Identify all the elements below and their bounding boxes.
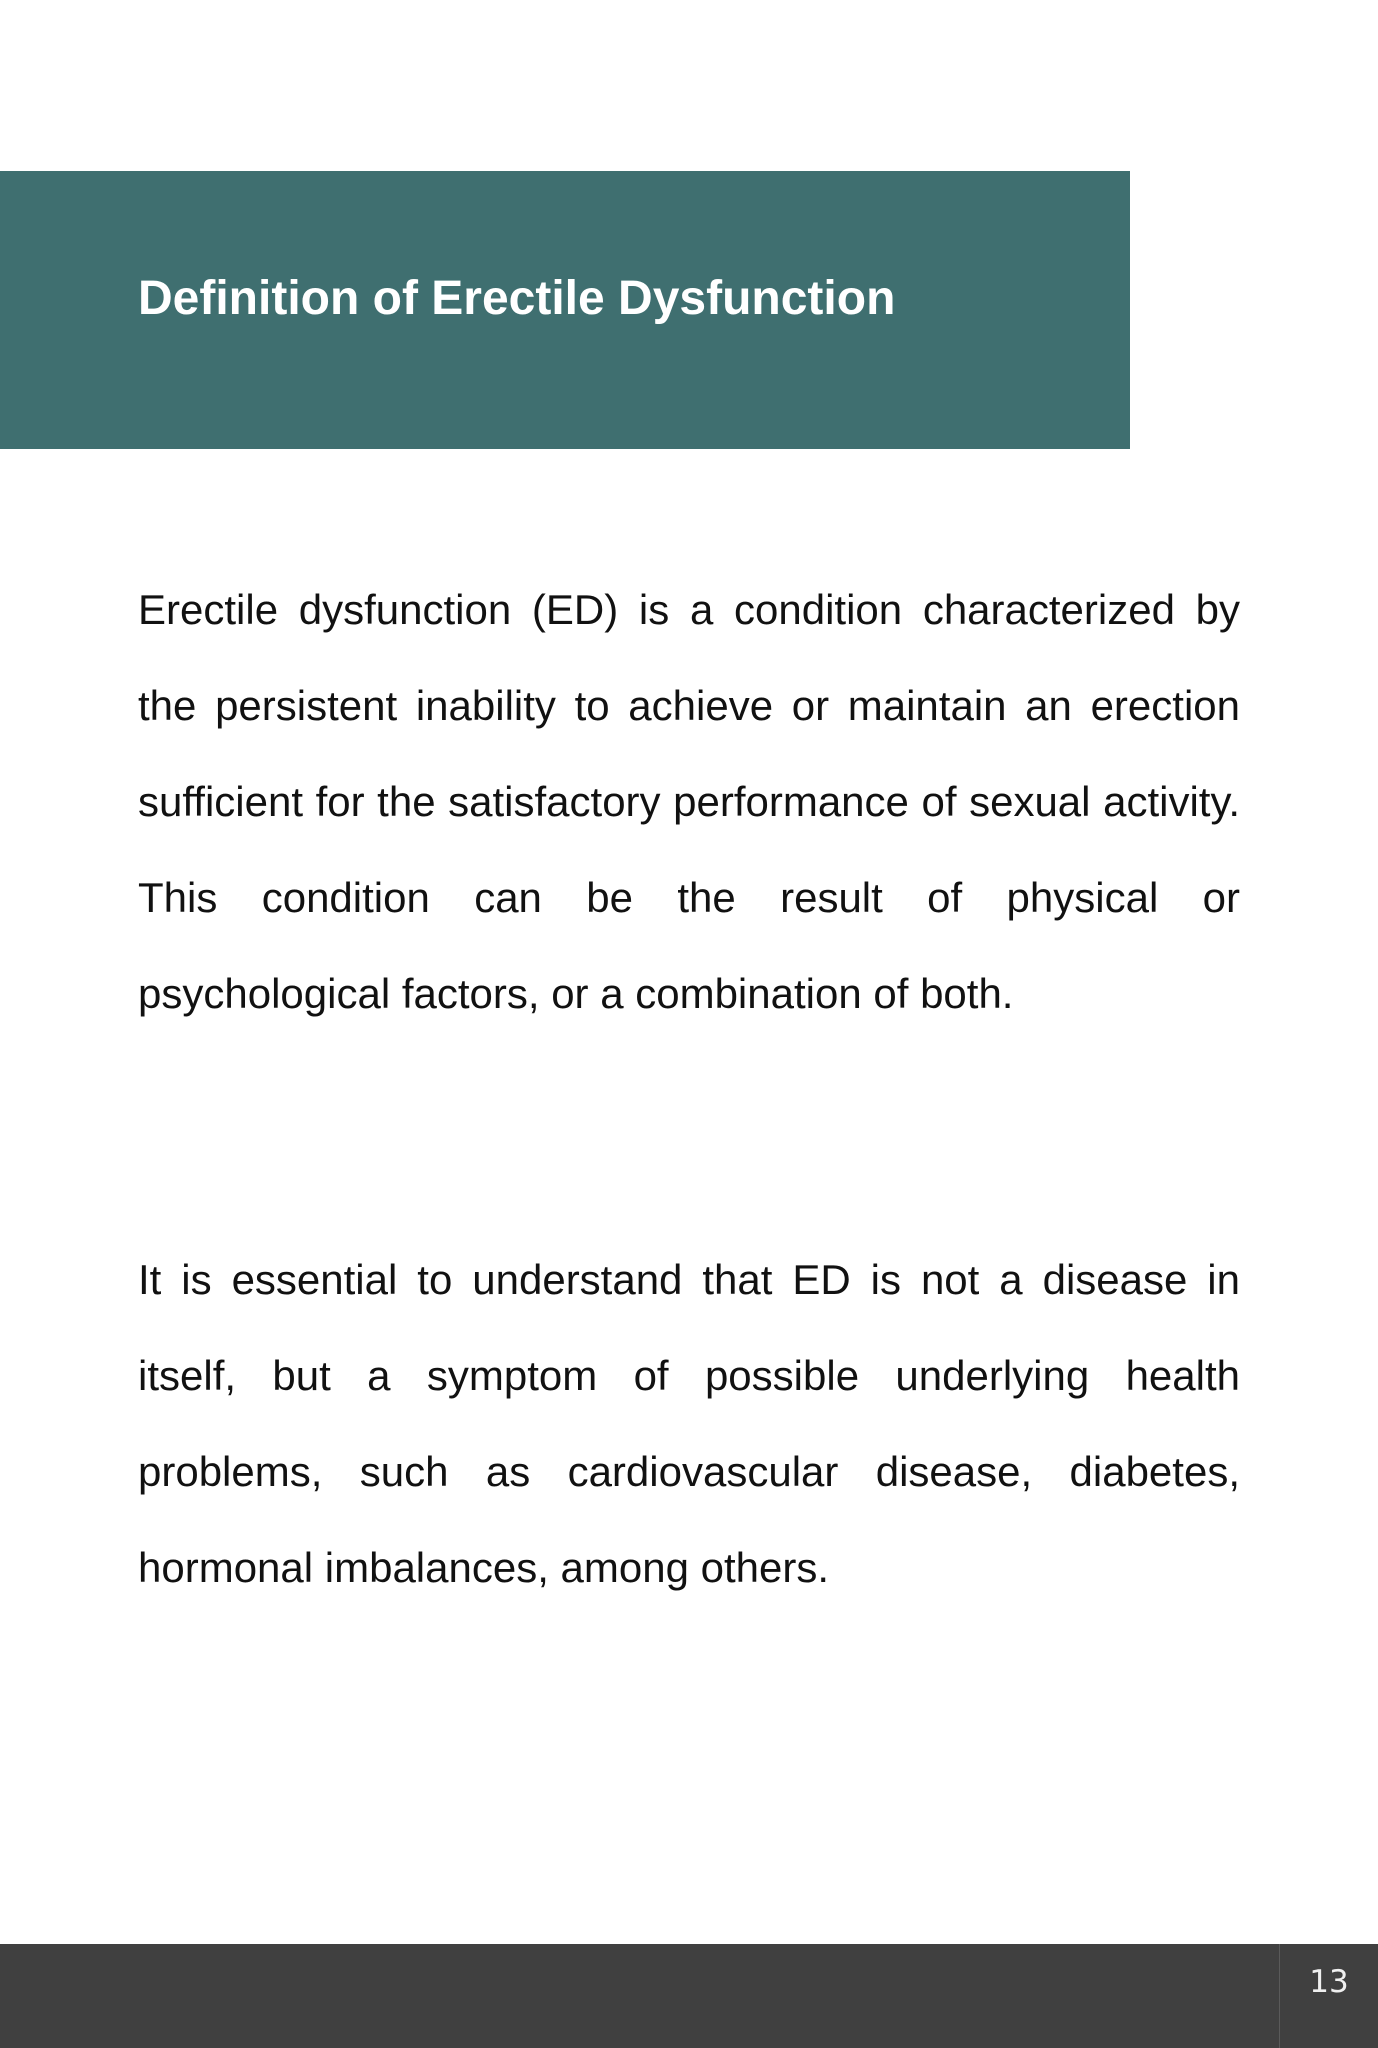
page-number: 13 (1309, 1964, 1349, 2000)
paragraph-definition: Erectile dysfunction (ED) is a condition characterized by the persistent inability to achieve or maintain an erection sufficient for the satisfactory performance of sexual activity. This condition can be the result of physical or psychological factors, or a combination of both. (138, 586, 1240, 1017)
footer-bar (0, 1944, 1378, 2048)
paragraph-symptom: It is essential to understand that ED is not a disease in itself, but a symptom of possible underlying health problems, such as cardiovascular disease, diabetes, hormonal imbalances, among others. (138, 1256, 1240, 1591)
page-title: Definition of Erectile Dysfunction (138, 272, 896, 325)
page-number-box (1279, 1944, 1378, 2048)
